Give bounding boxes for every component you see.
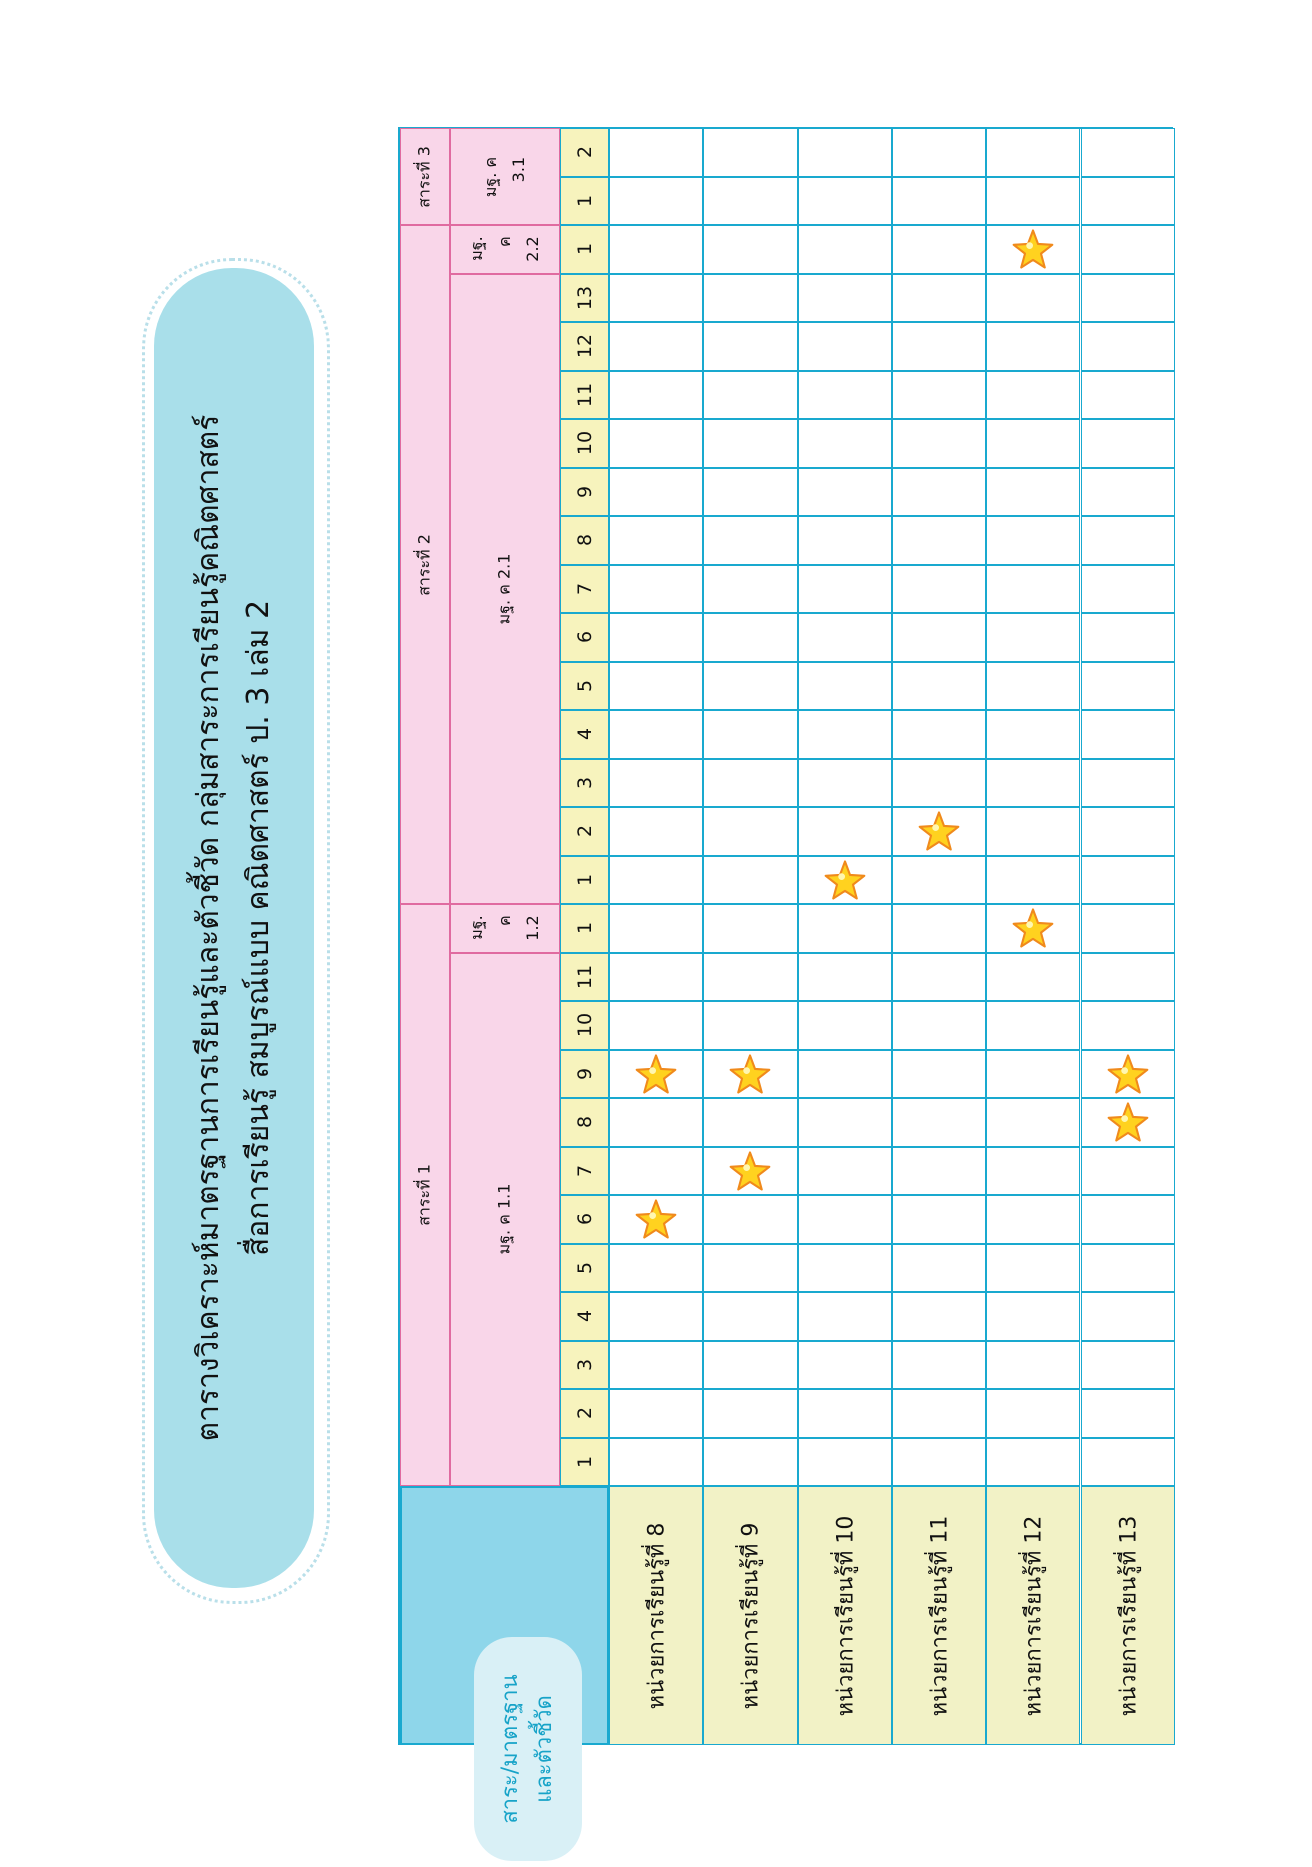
indicator-number: 1: [573, 1455, 596, 1468]
table-cell: [1081, 1389, 1175, 1438]
unit-row-label: [798, 1486, 892, 1745]
table-cell: [609, 1001, 703, 1050]
unit-row-label: [703, 1486, 797, 1745]
strand-label-3: สาระที่ 3: [414, 145, 434, 208]
table-cell: [986, 1195, 1080, 1244]
table-cell: [892, 177, 986, 226]
table-cell: [1081, 710, 1175, 759]
table-cell: [609, 274, 703, 323]
indicator-cell: [560, 1244, 609, 1293]
indicator-number: 1: [573, 922, 596, 935]
standard-label-2-part: ค: [495, 915, 514, 927]
indicator-number: 7: [573, 582, 596, 595]
indicator-number: 5: [573, 1261, 596, 1274]
table-cell: [798, 1195, 892, 1244]
indicator-cell: [560, 1195, 609, 1244]
indicator-cell: [560, 953, 609, 1002]
table-cell: [1081, 807, 1175, 856]
table-cell: [798, 565, 892, 614]
indicator-cell: [560, 1292, 609, 1341]
table-cell: [892, 1438, 986, 1487]
table-cell: [798, 468, 892, 517]
table-cell: [892, 225, 986, 274]
table-cell: [798, 1244, 892, 1293]
table-cell: [986, 856, 1080, 905]
table-cell: [703, 807, 797, 856]
indicator-cell: [560, 613, 609, 662]
table-cell: [703, 225, 797, 274]
table-cell: [609, 904, 703, 953]
table-cell: [986, 128, 1080, 177]
indicator-number: 5: [573, 679, 596, 692]
indicator-cell: [560, 128, 609, 177]
table-cell: [892, 807, 986, 856]
table-cell: [1081, 225, 1175, 274]
table-cell: [986, 274, 1080, 323]
table-cell: [609, 856, 703, 905]
star-icon: [635, 1053, 677, 1095]
table-cell: [892, 1341, 986, 1390]
indicator-number: 10: [573, 431, 596, 456]
standard-header-2: [450, 904, 560, 953]
indicator-cell: [560, 904, 609, 953]
standard-label-4-part: ค: [495, 236, 514, 248]
table-cell: [609, 1292, 703, 1341]
table-cell: [1081, 613, 1175, 662]
indicator-number: 2: [573, 146, 596, 159]
standard-label-1: มฐ. ค 1.1: [494, 1183, 514, 1255]
table-cell: [703, 565, 797, 614]
table-cell: [609, 807, 703, 856]
table-cell: [703, 1147, 797, 1196]
strand-label-1: สาระที่ 1: [414, 1164, 434, 1226]
table-cell: [892, 1292, 986, 1341]
table-cell: [986, 371, 1080, 420]
table-cell: [609, 613, 703, 662]
table-cell: [892, 322, 986, 371]
indicator-number: 8: [573, 1116, 596, 1129]
star-icon: [635, 1198, 677, 1240]
standard-label-2-part: มฐ.: [467, 915, 486, 940]
table-cell: [986, 1050, 1080, 1099]
table-cell: [798, 1341, 892, 1390]
table-cell: [609, 322, 703, 371]
table-cell: [986, 1341, 1080, 1390]
table-cell: [703, 468, 797, 517]
indicator-number: 6: [573, 631, 596, 644]
indicator-cell: [560, 565, 609, 614]
table-cell: [986, 904, 1080, 953]
indicator-number: 3: [573, 776, 596, 789]
indicator-number: 11: [573, 382, 596, 407]
strand-header-3: [400, 128, 450, 225]
table-cell: [798, 274, 892, 323]
table-cell: [798, 1050, 892, 1099]
title-banner: [154, 268, 314, 1588]
indicator-number: 8: [573, 534, 596, 547]
table-cell: [609, 953, 703, 1002]
indicator-number: 1: [573, 243, 596, 256]
table-cell: [703, 1001, 797, 1050]
table-cell: [798, 1389, 892, 1438]
corner-label-box: [474, 1637, 582, 1861]
table-cell: [798, 419, 892, 468]
table-cell: [798, 371, 892, 420]
table-cell: [798, 1438, 892, 1487]
indicator-number: 3: [573, 1358, 596, 1371]
strand-label-2: สาระที่ 2: [414, 533, 434, 596]
table-cell: [892, 565, 986, 614]
indicator-number: 12: [573, 334, 596, 359]
table-cell: [609, 1195, 703, 1244]
table-cell: [986, 1292, 1080, 1341]
indicator-cell: [560, 807, 609, 856]
table-cell: [1081, 662, 1175, 711]
standard-label-4-part: 2.2: [523, 236, 542, 262]
table-cell: [609, 565, 703, 614]
indicator-number: 2: [573, 825, 596, 838]
indicator-cell: [560, 710, 609, 759]
table-cell: [609, 225, 703, 274]
indicator-number: 1: [573, 194, 596, 207]
table-cell: [798, 1147, 892, 1196]
unit-row-label: [986, 1486, 1080, 1745]
table-cell: [609, 759, 703, 808]
table-cell: [1081, 274, 1175, 323]
indicator-cell: [560, 177, 609, 226]
table-cell: [609, 1341, 703, 1390]
table-cell: [986, 807, 1080, 856]
table-cell: [703, 128, 797, 177]
table-cell: [609, 1050, 703, 1099]
standard-header-3: [450, 274, 560, 905]
table-cell: [892, 1195, 986, 1244]
standard-label-5: [477, 156, 533, 196]
table-cell: [986, 1438, 1080, 1487]
indicator-cell: [560, 759, 609, 808]
standards-analysis-table: [398, 127, 1173, 1824]
indicator-number: 2: [573, 1407, 596, 1420]
unit-label: หน่วยการเรียนรู้ที่ 13: [1116, 1515, 1142, 1716]
table-cell: [892, 1244, 986, 1293]
unit-label: หน่วยการเรียนรู้ที่ 12: [1021, 1515, 1047, 1716]
table-cell: [798, 1292, 892, 1341]
table-cell: [609, 1147, 703, 1196]
table-cell: [1081, 516, 1175, 565]
table-cell: [1081, 1050, 1175, 1099]
table-cell: [1081, 1147, 1175, 1196]
indicator-cell: [560, 1438, 609, 1487]
table-cell: [798, 759, 892, 808]
indicator-number: 11: [573, 964, 596, 989]
table-cell: [892, 759, 986, 808]
indicator-cell: [560, 322, 609, 371]
table-cell: [986, 953, 1080, 1002]
indicator-cell: [560, 1001, 609, 1050]
indicator-cell: [560, 225, 609, 274]
table-cell: [1081, 904, 1175, 953]
standard-header-5: [450, 128, 560, 225]
table-cell: [798, 177, 892, 226]
table-cell: [703, 759, 797, 808]
table-cell: [892, 274, 986, 323]
indicator-cell: [560, 371, 609, 420]
table-cell: [703, 1098, 797, 1147]
table-cell: [609, 1438, 703, 1487]
table-cell: [1081, 759, 1175, 808]
indicator-number: 7: [573, 1164, 596, 1177]
table-cell: [986, 177, 1080, 226]
table-cell: [892, 1050, 986, 1099]
indicator-number: 4: [573, 1310, 596, 1323]
table-cell: [1081, 1292, 1175, 1341]
table-cell: [986, 565, 1080, 614]
table-cell: [703, 1438, 797, 1487]
table-cell: [703, 856, 797, 905]
table-cell: [798, 904, 892, 953]
indicator-number: 1: [573, 873, 596, 886]
table-cell: [703, 1341, 797, 1390]
table-cell: [986, 662, 1080, 711]
table-cell: [1081, 419, 1175, 468]
indicator-cell: [560, 1341, 609, 1390]
table-cell: [892, 468, 986, 517]
indicator-cell: [560, 468, 609, 517]
indicator-cell: [560, 1050, 609, 1099]
table-cell: [986, 322, 1080, 371]
table-cell: [798, 710, 892, 759]
star-icon: [729, 1053, 771, 1095]
table-cell: [986, 1389, 1080, 1438]
indicator-number: 9: [573, 485, 596, 498]
unit-label: หน่วยการเรียนรู้ที่ 10: [833, 1515, 859, 1716]
indicator-number: 6: [573, 1213, 596, 1226]
table-cell: [1081, 1341, 1175, 1390]
table-cell: [1081, 565, 1175, 614]
table-cell: [1081, 128, 1175, 177]
table-cell: [798, 128, 892, 177]
standard-label-2-part: 1.2: [523, 915, 542, 941]
star-icon: [1012, 907, 1054, 949]
table-cell: [892, 710, 986, 759]
table-cell: [798, 613, 892, 662]
table-cell: [986, 516, 1080, 565]
table-cell: [892, 371, 986, 420]
table-cell: [609, 662, 703, 711]
unit-row-label: [1081, 1486, 1175, 1745]
table-cell: [986, 419, 1080, 468]
table-cell: [609, 1389, 703, 1438]
star-icon: [729, 1150, 771, 1192]
standard-label-5-part: 3.1: [509, 156, 528, 182]
table-cell: [798, 662, 892, 711]
table-cell: [609, 1244, 703, 1293]
unit-row-label: [892, 1486, 986, 1745]
table-cell: [703, 322, 797, 371]
table-cell: [609, 419, 703, 468]
indicator-number: 13: [573, 285, 596, 310]
table-cell: [703, 1195, 797, 1244]
star-icon: [1012, 228, 1054, 270]
table-cell: [892, 1001, 986, 1050]
table-cell: [1081, 322, 1175, 371]
table-cell: [703, 177, 797, 226]
table-cell: [609, 177, 703, 226]
table-cell: [703, 710, 797, 759]
star-icon: [918, 810, 960, 852]
title-line-2: สื่อการเรียนรู้ สมบูรณ์แบบ คณิตศาสตร์ ป. 3 เล่ม 2: [241, 599, 276, 1257]
table-cell: [703, 274, 797, 323]
table-cell: [892, 856, 986, 905]
strand-header-1: [400, 904, 450, 1486]
indicator-cell: [560, 516, 609, 565]
table-cell: [1081, 856, 1175, 905]
standard-header-4: [450, 225, 560, 274]
standard-label-3: มฐ. ค 2.1: [494, 553, 514, 625]
table-cell: [798, 516, 892, 565]
indicator-number: 10: [573, 1013, 596, 1038]
table-cell: [798, 225, 892, 274]
unit-label: หน่วยการเรียนรู้ที่ 9: [738, 1522, 764, 1709]
indicator-cell: [560, 274, 609, 323]
table-cell: [798, 807, 892, 856]
table-cell: [986, 1147, 1080, 1196]
table-cell: [609, 371, 703, 420]
table-cell: [798, 1001, 892, 1050]
table-cell: [703, 613, 797, 662]
table-cell: [1081, 1244, 1175, 1293]
standard-label-5-part: มฐ. ค: [481, 156, 500, 197]
table-cell: [1081, 177, 1175, 226]
table-cell: [892, 613, 986, 662]
indicator-cell: [560, 1147, 609, 1196]
table-cell: [892, 1389, 986, 1438]
table-cell: [1081, 1098, 1175, 1147]
unit-label: หน่วยการเรียนรู้ที่ 11: [927, 1515, 953, 1716]
table-cell: [986, 1001, 1080, 1050]
table-cell: [609, 516, 703, 565]
star-icon: [824, 859, 866, 901]
table-cell: [609, 468, 703, 517]
table-cell: [986, 468, 1080, 517]
table-cell: [892, 953, 986, 1002]
table-cell: [1081, 1195, 1175, 1244]
standard-label-4: [463, 237, 547, 262]
indicator-number: 9: [573, 1067, 596, 1080]
table-cell: [986, 225, 1080, 274]
table-cell: [609, 1098, 703, 1147]
table-cell: [986, 1244, 1080, 1293]
table-cell: [892, 128, 986, 177]
table-cell: [892, 662, 986, 711]
unit-label: หน่วยการเรียนรู้ที่ 8: [644, 1522, 670, 1709]
table-cell: [609, 128, 703, 177]
table-cell: [986, 759, 1080, 808]
indicator-cell: [560, 1098, 609, 1147]
table-cell: [703, 1389, 797, 1438]
table-cell: [892, 516, 986, 565]
title-line-1: ตารางวิเคราะห์มาตรฐานการเรียนรู้และตัวชี้วัด กลุ่มสาระการเรียนรู้คณิตศาสตร์: [191, 414, 226, 1442]
table-cell: [986, 613, 1080, 662]
table-cell: [703, 371, 797, 420]
unit-row-label: [609, 1486, 703, 1745]
corner-label-line-1: สาระ/มาตรฐาน: [498, 1674, 523, 1824]
table-cell: [892, 1147, 986, 1196]
table-cell: [892, 1098, 986, 1147]
table-cell: [986, 710, 1080, 759]
table-cell: [1081, 1001, 1175, 1050]
table-cell: [798, 953, 892, 1002]
table-cell: [798, 1098, 892, 1147]
indicator-cell: [560, 1389, 609, 1438]
table-cell: [703, 1292, 797, 1341]
star-icon: [1107, 1101, 1149, 1143]
table-cell: [1081, 468, 1175, 517]
indicator-cell: [560, 662, 609, 711]
table-cell: [892, 419, 986, 468]
table-cell: [986, 1098, 1080, 1147]
standard-label-4-part: มฐ.: [467, 236, 486, 261]
table-cell: [703, 1050, 797, 1099]
table-cell: [703, 516, 797, 565]
standard-header-1: [450, 953, 560, 1487]
indicator-cell: [560, 419, 609, 468]
table-cell: [609, 710, 703, 759]
table-cell: [1081, 371, 1175, 420]
table-cell: [703, 419, 797, 468]
table-cell: [798, 322, 892, 371]
table-cell: [703, 904, 797, 953]
table-cell: [892, 904, 986, 953]
table-cell: [703, 1244, 797, 1293]
table-cell: [703, 953, 797, 1002]
corner-label-line-2: และตัวชี้วัด: [532, 1695, 557, 1803]
indicator-cell: [560, 856, 609, 905]
table-cell: [798, 856, 892, 905]
indicator-number: 4: [573, 728, 596, 741]
standard-label-2: [463, 916, 547, 941]
table-cell: [1081, 953, 1175, 1002]
table-cell: [1081, 1438, 1175, 1487]
table-cell: [703, 662, 797, 711]
strand-header-2: [400, 225, 450, 904]
star-icon: [1107, 1053, 1149, 1095]
